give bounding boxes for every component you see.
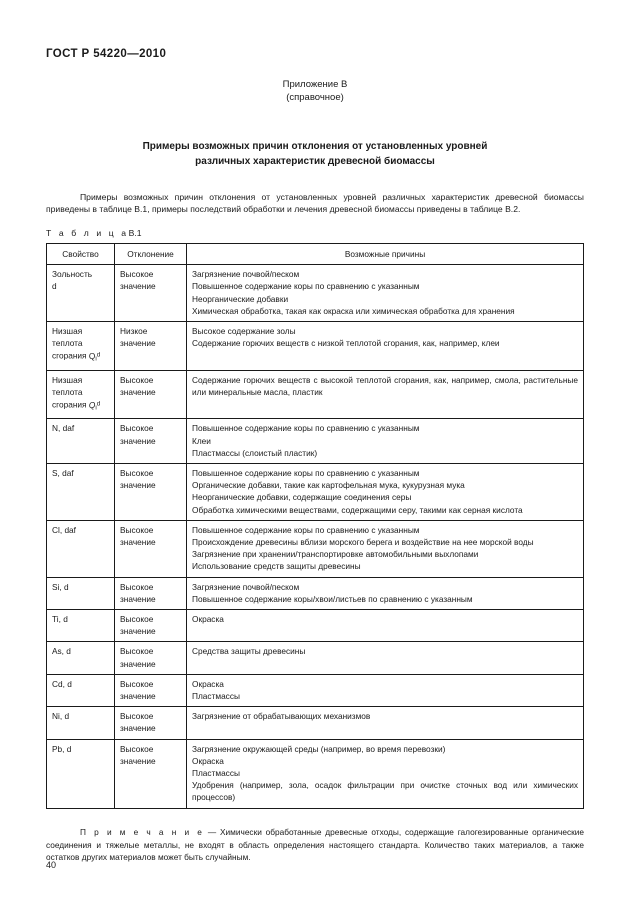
table-row: [47, 642, 584, 674]
note-dash: —: [204, 827, 220, 838]
cause-item: Пластмассы: [192, 768, 240, 778]
intro-paragraph: Примеры возможных причин отклонения от установленных уровней различных характеристик древесной биомассы приведены в таблице В.1, примеры последствий обработки и лечения древесной биомассы приведены в таблице В.2.: [46, 191, 584, 215]
table-row: [47, 707, 584, 739]
note-label: П р и м е ч а н и е: [80, 827, 205, 838]
property-basis: d: [52, 281, 57, 292]
cell-causes: [187, 419, 584, 464]
cell-property: Pb, d: [47, 739, 115, 808]
cause-item: Содержание горючих веществ с высокой теплотой сгорания, как, например, смола, растительные или минеральные масла, пластик: [192, 374, 578, 397]
table-row: [47, 322, 584, 371]
cause-item: Средства защиты древесины: [192, 646, 306, 657]
cause-item: Загрязнение от обрабатывающих механизмов: [192, 711, 371, 722]
cell-property: [47, 370, 115, 419]
cell-deviation: Низкое значение: [115, 322, 187, 371]
net-calorific-value-symbol: $Q_i^d$: [88, 399, 101, 412]
table-row: [47, 577, 584, 609]
cell-property: [47, 322, 115, 371]
cell-causes: [187, 463, 584, 520]
column-header-property: Свойство: [47, 244, 115, 265]
cell-deviation: Высокое значение: [115, 265, 187, 322]
cell-property: S, daf: [47, 463, 115, 520]
cause-item: Удобрения (например, зола, осадок фильтрации при очистке сточных вод или химических процессов): [192, 780, 578, 803]
table-note: [46, 826, 584, 863]
page-title-line-2: различных характеристик древесной биомассы: [195, 155, 435, 167]
cause-item: Происхождение древесины вблизи морского берега и воздействие на нее морской воды: [192, 536, 534, 547]
cause-item: Высокое содержание золы: [192, 326, 296, 337]
cell-causes: [187, 739, 584, 808]
cause-item: Загрязнение почвой/песком: [192, 581, 300, 592]
table-row: [47, 370, 584, 419]
cell-deviation: Высокое значение: [115, 642, 187, 674]
cause-item: Загрязнение окружающей среды (например, во время перевозки): [192, 743, 446, 754]
cause-item: Повышенное содержание коры по сравнению с указанным: [192, 281, 420, 292]
cell-deviation: Высокое значение: [115, 370, 187, 419]
cause-item: Окраска: [192, 613, 224, 624]
table-row: [47, 419, 584, 464]
cause-item: Органические добавки, такие как картофельная мука, кукурузная мука: [192, 480, 465, 491]
cell-causes: [187, 707, 584, 739]
table-header-row: [47, 244, 584, 265]
cell-causes: [187, 674, 584, 706]
table-body: [47, 265, 584, 808]
cause-item: Содержание горючих веществ с низкой теплотой сгорания, как, например, клеи: [192, 338, 500, 349]
standard-header: ГОСТ Р 54220—2010: [46, 48, 167, 60]
cell-deviation: Высокое значение: [115, 520, 187, 577]
table-row: [47, 463, 584, 520]
column-header-causes: Возможные причины: [187, 244, 584, 265]
cause-item: Пластмассы: [192, 690, 240, 701]
cell-causes: [187, 322, 584, 371]
cell-deviation: Высокое значение: [115, 674, 187, 706]
cell-deviation: Высокое значение: [115, 577, 187, 609]
property-name: Низшая теплота сгорания: [52, 374, 87, 410]
page-title: [60, 140, 570, 169]
cause-item: Окраска: [192, 678, 224, 689]
cell-deviation: Высокое значение: [115, 419, 187, 464]
cell-causes: [187, 577, 584, 609]
cause-item: Повышенное содержание коры по сравнению с указанным: [192, 524, 420, 535]
cause-item: Клеи: [192, 435, 211, 446]
page-number: 40: [46, 860, 57, 870]
table-row: [47, 520, 584, 577]
cause-item: Использование средств защиты древесины: [192, 561, 361, 572]
cell-causes: [187, 642, 584, 674]
cause-item: Загрязнение при хранении/транспортировке автомобильными выхлопами: [192, 549, 479, 560]
cell-property: Cd, d: [47, 674, 115, 706]
net-calorific-value-symbol: $Q_i^d$: [88, 351, 101, 363]
property-name: Зольность: [52, 269, 93, 280]
cell-deviation: Высокое значение: [115, 609, 187, 641]
table-caption-word: Т а б л и ц а: [46, 228, 129, 238]
cell-property: As, d: [47, 642, 115, 674]
cause-item: Загрязнение почвой/песком: [192, 269, 300, 280]
cause-item: Пластмассы (слоистый пластик): [192, 447, 318, 458]
causes-table: [46, 243, 584, 809]
annex-title: Приложение В: [282, 79, 348, 90]
property-name: Низшая теплота сгорания: [52, 326, 87, 362]
cell-property: N, daf: [47, 419, 115, 464]
cause-item: Повышенное содержание коры по сравнению с указанным: [192, 423, 420, 434]
table-caption: [46, 228, 142, 238]
table-row: [47, 674, 584, 706]
cell-causes: [187, 609, 584, 641]
cell-deviation: Высокое значение: [115, 739, 187, 808]
cause-item: Обработка химическими веществами, содержащими серу, такими как серная кислота: [192, 504, 523, 515]
annex-subtitle: (справочное): [286, 92, 344, 103]
cell-property: Ti, d: [47, 609, 115, 641]
table-row: [47, 609, 584, 641]
cause-item: Неорганические добавки, содержащие соединения серы: [192, 492, 412, 503]
cause-item: Химическая обработка, такая как окраска или химическая обработка для хранения: [192, 305, 515, 316]
cell-property: [47, 265, 115, 322]
cell-property: Cl, daf: [47, 520, 115, 577]
cell-deviation: Высокое значение: [115, 707, 187, 739]
table-caption-number: В.1: [128, 228, 142, 238]
page-title-line-1: Примеры возможных причин отклонения от установленных уровней: [142, 141, 488, 152]
cell-causes: [187, 370, 584, 419]
cause-item: Окраска: [192, 755, 224, 766]
cell-property: Si, d: [47, 577, 115, 609]
cause-item: Неорганические добавки: [192, 293, 289, 304]
cause-item: Повышенное содержание коры по сравнению с указанным: [192, 467, 420, 478]
cause-item: Повышенное содержание коры/хвои/листьев по сравнению с указанным: [192, 593, 473, 604]
cell-deviation: Высокое значение: [115, 463, 187, 520]
note-text: Химически обработанные древесные отходы, содержащие галогезированные органические соединения и тяжелые металлы, не входят в область определения настоящего стандарта. Количество таких материалов, а также остатков других материалов может быть случайным.: [46, 827, 584, 863]
cell-property: Ni, d: [47, 707, 115, 739]
table-row: [47, 739, 584, 808]
cell-causes: [187, 520, 584, 577]
annex-caption: [0, 78, 630, 104]
column-header-deviation: Отклонение: [115, 244, 187, 265]
cell-causes: [187, 265, 584, 322]
table-row: [47, 265, 584, 322]
